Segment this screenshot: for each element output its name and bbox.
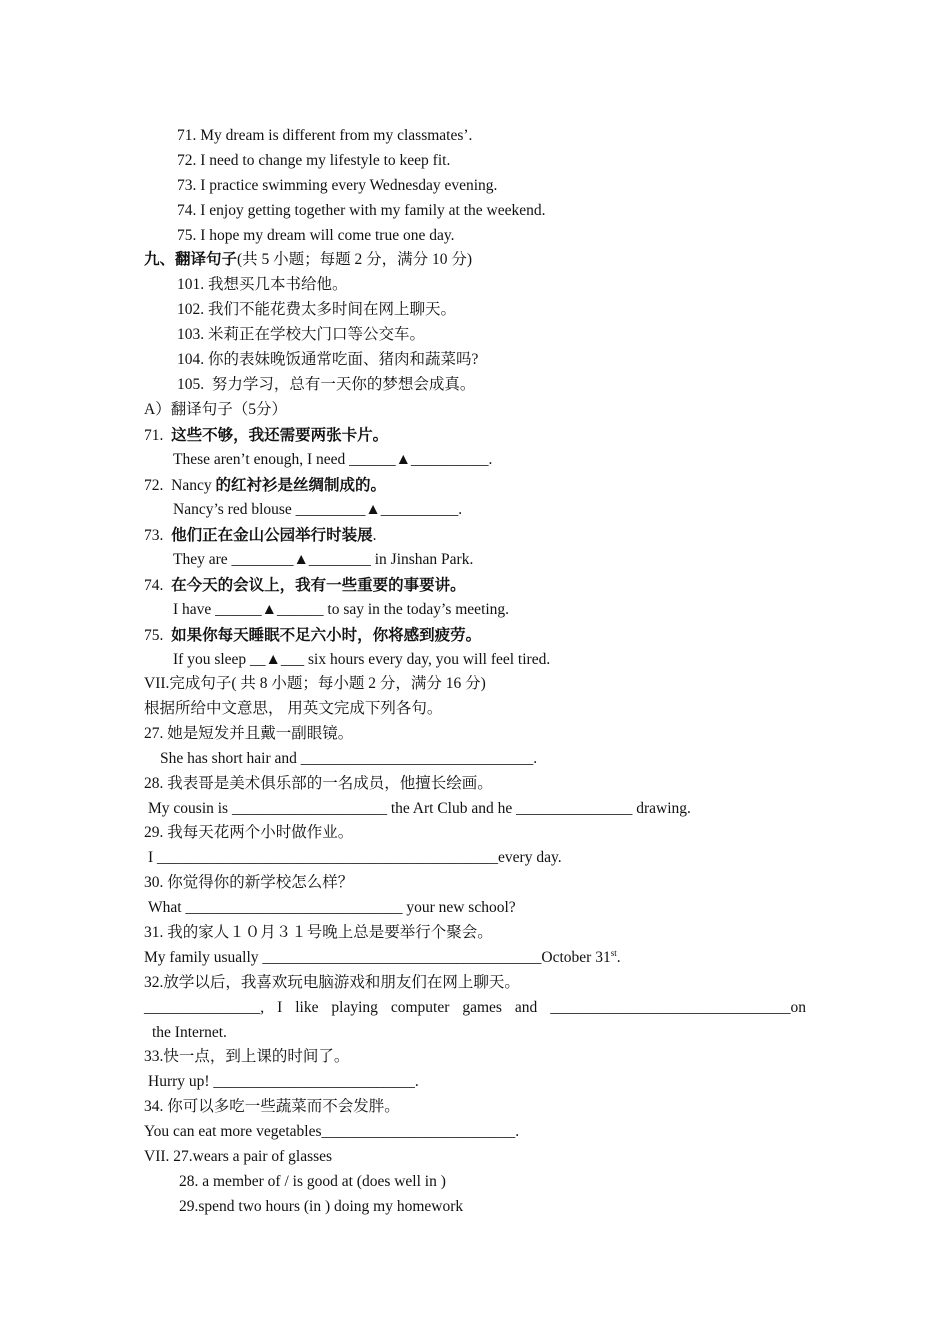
translate-73-prompt: 73. 他们正在金山公园举行时装展. [144,527,377,544]
section-9-heading: 九、翻译句子 [144,251,238,268]
translate-72-blank: Nancy’s red blouse _________▲__________. [173,501,463,518]
answer-73: 73. I practice swimming every Wednesday evening. [177,177,498,194]
translate-74-blank: I have ______▲______ to say in the today’s meeting. [173,601,510,618]
question-28-blank: My cousin is ____________________ the Art Club and he _______________ drawing. [148,800,691,817]
question-30-blank: What ____________________________ your new school? [148,899,516,916]
question-32-blank: _______________, I like playing computer games and _______________________________on [144,999,806,1016]
section-a-heading: A）翻译句子（5分） [144,401,287,418]
answer-72: 72. I need to change my lifestyle to keep fit. [177,152,451,169]
section-vii-instructions: 根据所给中文意思， 用英文完成下列各句。 [144,700,443,717]
question-102: 102. 我们不能花费太多时间在网上聊天。 [177,301,457,318]
translate-71-prompt: 71. 这些不够，我还需要两张卡片。 [144,427,389,444]
translate-73-blank: They are ________▲________ in Jinshan Park. [173,551,474,568]
translate-74-prompt: 74. 在今天的会议上，我有一些重要的事要讲。 [144,577,466,594]
question-31: 31. 我的家人１０月３１号晚上总是要举行个聚会。 [144,924,493,941]
question-32-blank-cont: the Internet. [152,1024,227,1041]
answer-71: 71. My dream is different from my classmates’. [177,127,473,144]
section-vii-heading: VII.完成句子( 共 8 小题；每小题 2 分，满分 16 分) [144,675,486,692]
question-28: 28. 我表哥是美术俱乐部的一名成员，他擅长绘画。 [144,775,493,792]
section-9-header [144,250,472,270]
question-101: 101. 我想买几本书给他。 [177,276,348,293]
question-27: 27. 她是短发并且戴一副眼镜。 [144,725,354,742]
section-9-note: (共 5 小题；每题 2 分，满分 10 分) [237,251,473,268]
question-29-blank: I ____________________________________________every day. [148,849,562,866]
question-33-blank: Hurry up! __________________________. [148,1073,419,1090]
translate-75-prompt: 75. 如果你每天睡眠不足六小时，你将感到疲劳。 [144,627,482,644]
answer-75: 75. I hope my dream will come true one day. [177,227,455,244]
question-103: 103. 米莉正在学校大门口等公交车。 [177,326,426,343]
question-31-blank: My family usually ____________________________________October 31st. [144,948,621,966]
translate-72-prompt: 72. Nancy 的红衬衫是丝绸制成的。 [144,477,386,494]
translate-71-blank: These aren’t enough, I need ______▲__________. [173,451,493,468]
answer-key-27: VII. 27.wears a pair of glasses [144,1148,333,1165]
question-105: 105. 努力学习，总有一天你的梦想会成真。 [177,376,476,393]
answer-74: 74. I enjoy getting together with my family at the weekend. [177,202,546,219]
translate-75-blank: If you sleep __▲___ six hours every day, you will feel tired. [173,651,551,668]
question-34: 34. 你可以多吃一些蔬菜而不会发胖。 [144,1098,400,1115]
question-34-blank: You can eat more vegetables_________________________. [144,1123,520,1140]
question-30: 30. 你觉得你的新学校怎么样？ [144,874,354,891]
question-104: 104. 你的表妹晚饭通常吃面、猪肉和蔬菜吗? [177,351,479,368]
answer-key-28: 28. a member of / is good at (does well in ) [179,1173,446,1190]
answer-key-29: 29.spend two hours (in ) doing my homework [179,1198,464,1215]
question-29: 29. 我每天花两个小时做作业。 [144,824,354,841]
question-27-blank: She has short hair and ______________________________. [160,750,538,767]
question-32: 32.放学以后，我喜欢玩电脑游戏和朋友们在网上聊天。 [144,974,520,991]
question-33: 33.快一点，到上课的时间了。 [144,1048,350,1065]
